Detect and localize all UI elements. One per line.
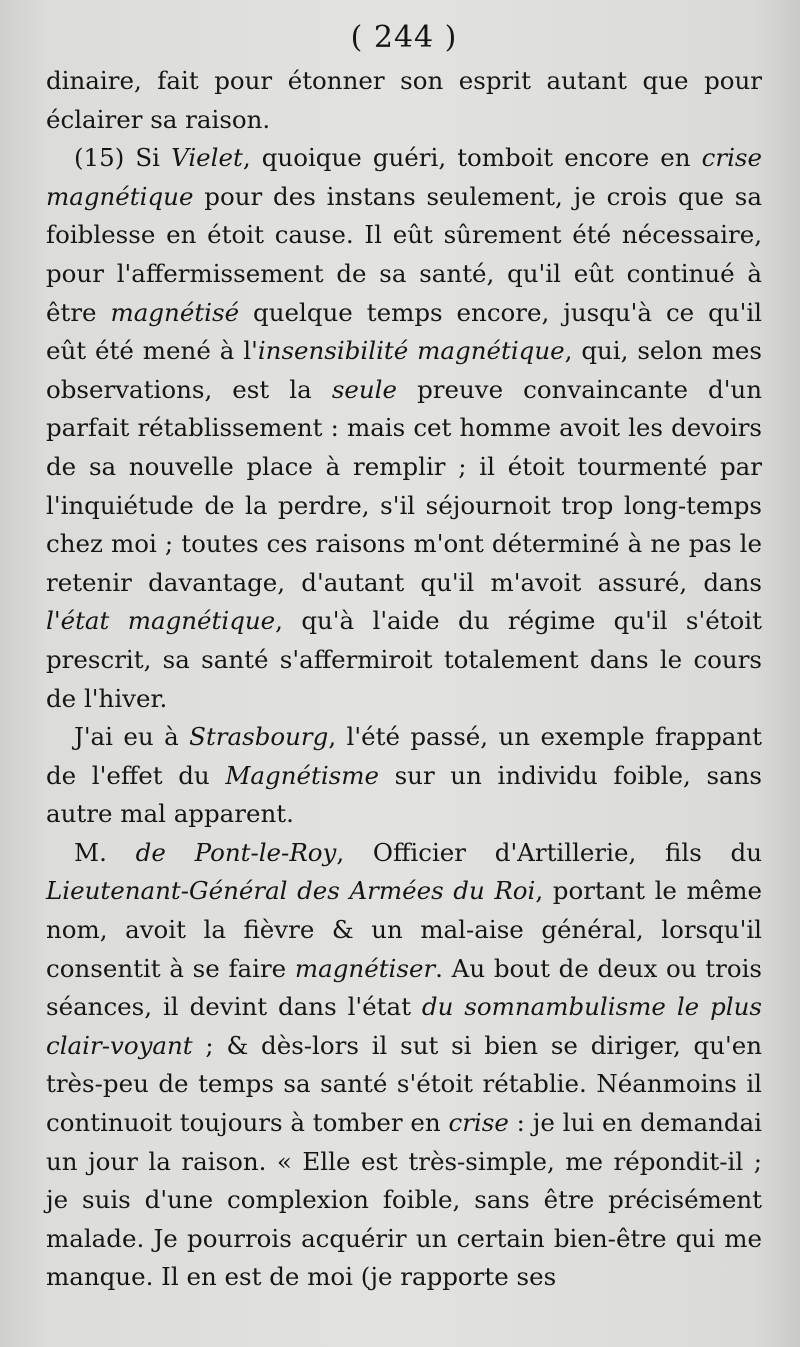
text-run: : je lui en demandai un jour la raison. « Elle est très-simple, me répondit-il ; je suis d'une complexion foible, sans être précisément malade. Je pourrois acquérir un certain bien-être qui me manque. Il en est de moi (je rapporte ses [46, 1108, 762, 1292]
text-run: dinaire, fait pour étonner son esprit autant que pour éclairer sa raison. [46, 66, 762, 134]
italic-text: Lieutenant-Général des Armées du Roi [46, 876, 536, 906]
text-run: , Officier d'Artillerie, fils du [336, 837, 762, 867]
text-run: , quoique guéri, tomboit encore en [242, 143, 702, 173]
text-run: , l'été passé, un exemple frappant de l'effet du [46, 722, 762, 790]
text-run: (15) Si [74, 143, 172, 173]
italic-text: de Pont-le-Roy [135, 837, 337, 867]
italic-text: insensibilité magnétique [257, 336, 565, 366]
italic-text: crise magnétique [46, 143, 762, 211]
italic-text: magnétisé [110, 297, 240, 327]
text-run: pour des instans seulement, je crois que sa foiblesse en étoit cause. Il eût sûrement été nécessaire, pour l'affermissement de sa santé, qu'il eût continué à être [46, 181, 762, 327]
paragraph-3 [46, 834, 762, 1297]
text-run: M. [74, 837, 136, 867]
text-run: quelque temps encore, jusqu'à ce qu'il eût été mené à l' [46, 297, 762, 366]
page-number: ( 244 ) [350, 20, 458, 55]
italic-text: magnétiser [294, 953, 436, 983]
italic-text: l'état magnétique [46, 606, 276, 636]
text-run: J'ai eu à [74, 722, 190, 752]
text-run: sur un individu foible, sans autre mal apparent. [46, 760, 762, 829]
paragraph-2 [46, 718, 762, 834]
text-run: , qui, selon mes observations, est la [46, 336, 763, 404]
text-run: ; & dès-lors il sut si bien se diriger, qu'en très-peu de temps sa santé s'étoit rétablie. Néanmoins il continuoit toujours à tomber en [46, 1030, 762, 1138]
page-text [46, 62, 762, 1297]
italic-text: Strasbourg [189, 722, 329, 752]
text-run: preuve convaincante d'un parfait rétablissement : mais cet homme avoit les devoirs de sa nouvelle place à remplir ; il étoit tourmenté par l'inquiétude de la perdre, s'il séjournoit trop long-temps chez moi ; toutes ces raisons m'ont déterminé à ne pas le retenir davantage, d'autant qu'il m'avoit assuré, dans [46, 374, 762, 597]
italic-text: Magnétisme [225, 760, 379, 790]
text-run: , qu'à l'aide du régime qu'il s'étoit prescrit, sa santé s'affermiroit totalement dans le cours de l'hiver. [46, 606, 762, 713]
italic-text: crise [448, 1108, 509, 1138]
text-run: , portant le même nom, avoit la fièvre & un mal-aise général, lorsqu'il consentit à se faire [46, 876, 762, 983]
paragraph-1 [46, 139, 762, 718]
paragraph-0 [46, 62, 762, 139]
italic-text: du somnambulisme le plus clair-voyant [46, 992, 762, 1060]
italic-text: Vielet [171, 143, 243, 173]
italic-text: seule [331, 374, 398, 404]
text-run: . Au bout de deux ou trois séances, il devint dans l'état [46, 953, 762, 1022]
